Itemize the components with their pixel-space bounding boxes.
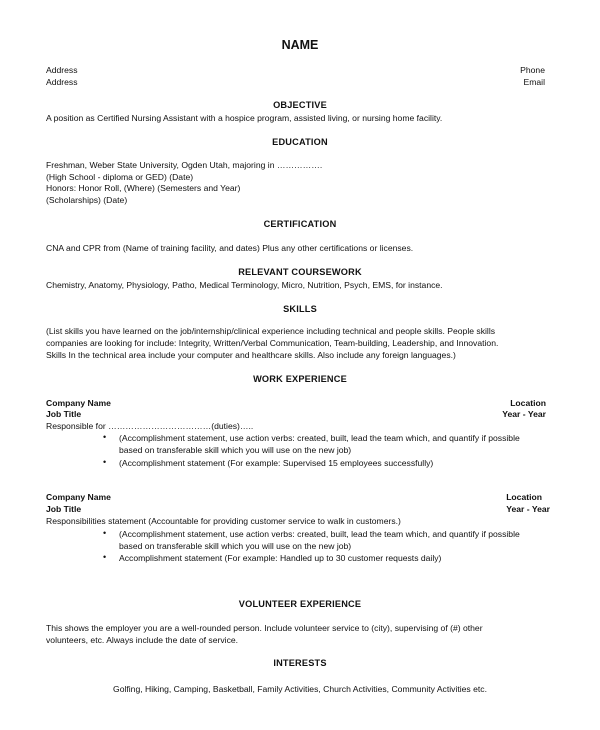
volunteer-line: volunteers, etc. Always include the date of service. bbox=[46, 635, 239, 645]
volunteer-line: This shows the employer you are a well-rounded person. Include volunteer service to (city), supervising of (#) other bbox=[46, 623, 483, 633]
interests-heading: INTERESTS bbox=[273, 658, 327, 668]
accomplishment-line: (Accomplishment statement, use action verbs: created, built, lead the team which, and quantify if possible bbox=[119, 433, 520, 443]
skills-line: (List skills you have learned on the job/internship/clinical experience including technical and people skills. People skills bbox=[46, 326, 496, 336]
job-years: Year - Year bbox=[506, 504, 550, 514]
skills-line: companies are looking for include: Integrity, Written/Verbal Communication, Team-building, Leadership, and Innovation. bbox=[46, 338, 499, 348]
interests-text: Golfing, Hiking, Camping, Basketball, Family Activities, Church Activities, Community Activities etc. bbox=[113, 684, 487, 694]
education-line: (Scholarships) (Date) bbox=[46, 195, 128, 205]
address-line-2: Address bbox=[46, 77, 78, 87]
certification-heading: CERTIFICATION bbox=[263, 219, 337, 229]
bullet-icon: • bbox=[103, 528, 107, 538]
accomplishment-line: (Accomplishment statement (For example: Supervised 15 employees successfully) bbox=[119, 458, 434, 468]
address-line-1: Address bbox=[46, 65, 78, 75]
objective-text: A position as Certified Nursing Assistant with a hospice program, assisted living, or nursing home facility. bbox=[46, 113, 443, 123]
job-location: Location bbox=[506, 492, 542, 502]
volunteer-heading: VOLUNTEER EXPERIENCE bbox=[238, 599, 362, 609]
accomplishment-line: based on transferable skill which you will use on the new job) bbox=[119, 541, 352, 551]
certification-text: CNA and CPR from (Name of training facility, and dates) Plus any other certifications or licenses. bbox=[46, 243, 414, 253]
education-heading: EDUCATION bbox=[272, 137, 328, 147]
job-company: Company Name bbox=[46, 492, 111, 502]
job-responsibility: Responsible for ………………………………(duties)….. bbox=[46, 421, 254, 431]
accomplishment-line: Accomplishment statement (For example: Handled up to 30 customer requests daily) bbox=[119, 553, 442, 563]
coursework-heading: RELEVANT COURSEWORK bbox=[238, 267, 362, 277]
education-line: Freshman, Weber State University, Ogden Utah, majoring in ……………. bbox=[46, 160, 323, 170]
resume-name: NAME bbox=[281, 38, 319, 52]
job-company: Company Name bbox=[46, 398, 111, 408]
objective-heading: OBJECTIVE bbox=[273, 100, 327, 110]
job-location: Location bbox=[510, 398, 546, 408]
job-responsibility: Responsibilities statement (Accountable for providing customer service to walk in customers.) bbox=[46, 516, 401, 526]
job-title: Job Title bbox=[46, 409, 82, 419]
coursework-text: Chemistry, Anatomy, Physiology, Patho, Medical Terminology, Micro, Nutrition, Psych, EMS, for instance. bbox=[46, 280, 443, 290]
work-experience-heading: WORK EXPERIENCE bbox=[253, 374, 347, 384]
email: Email bbox=[523, 77, 545, 87]
skills-heading: SKILLS bbox=[283, 304, 317, 314]
bullet-icon: • bbox=[103, 457, 107, 467]
education-line: Honors: Honor Roll, (Where) (Semesters and Year) bbox=[46, 183, 241, 193]
job-years: Year - Year bbox=[502, 409, 546, 419]
accomplishment-line: (Accomplishment statement, use action verbs: created, built, lead the team which, and quantify if possible bbox=[119, 529, 520, 539]
phone: Phone bbox=[520, 65, 545, 75]
bullet-icon: • bbox=[103, 552, 107, 562]
skills-line: Skills In the technical area include your computer and healthcare skills. Also include any foreign languages.) bbox=[46, 350, 456, 360]
job-title: Job Title bbox=[46, 504, 82, 514]
education-line: (High School - diploma or GED) (Date) bbox=[46, 172, 194, 182]
bullet-icon: • bbox=[103, 432, 107, 442]
accomplishment-line: based on transferable skill which you will use on the new job) bbox=[119, 445, 352, 455]
